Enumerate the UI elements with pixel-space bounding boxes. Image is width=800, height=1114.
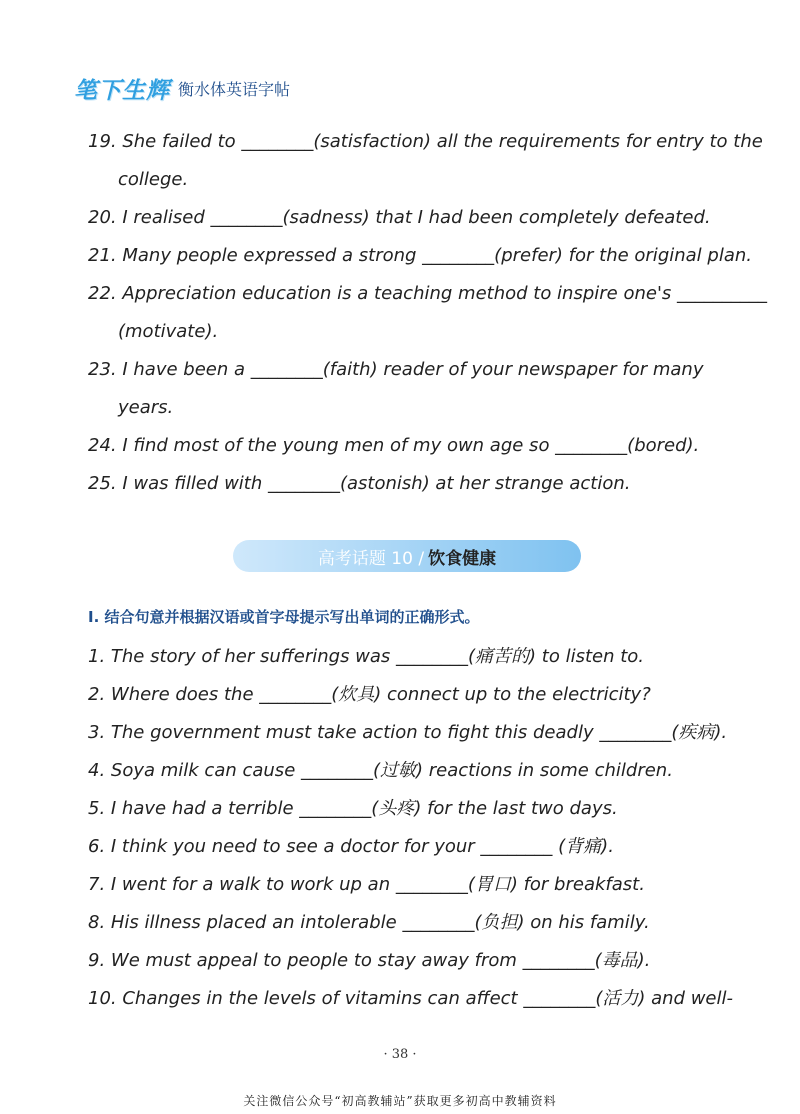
exercise-line: 3. The government must take action to fight this deadly ________(疾病). <box>88 722 728 743</box>
section-heading: I. 结合句意并根据汉语或首字母提示写出单词的正确形式。 <box>88 608 480 626</box>
exercise-line: 21. Many people expressed a strong ________(prefer) for the original plan. <box>88 245 752 266</box>
exercise-line: 8. His illness placed an intolerable ________(负担) on his family. <box>88 912 650 933</box>
exercise-line: (motivate). <box>118 321 219 342</box>
topic-number: 高考话题 10 / <box>317 548 425 569</box>
topic-title: 饮食健康 <box>428 548 497 569</box>
exercise-line: 5. I have had a terrible ________(头疼) for the last two days. <box>88 798 618 819</box>
page-number: · 38 · <box>383 1047 417 1062</box>
exercise-line: 2. Where does the ________(炊具) connect up to the electricity? <box>88 684 651 705</box>
brand-logo <box>74 68 290 108</box>
exercise-line: 25. I was filled with ________(astonish) at her strange action. <box>88 473 631 494</box>
exercise-line: 1. The story of her sufferings was ________(痛苦的) to listen to. <box>88 646 645 667</box>
topic-banner <box>233 540 581 572</box>
exercise-line: years. <box>118 397 174 418</box>
exercise-line: 19. She failed to ________(satisfaction) all the requirements for entry to the <box>88 131 763 152</box>
exercise-line: 23. I have been a ________(faith) reader of your newspaper for many <box>88 359 704 380</box>
footer-note: 关注微信公众号“初高教辅站”获取更多初高中教辅资料 <box>243 1094 557 1108</box>
logo-mark: 笔下生辉 <box>74 76 170 104</box>
logo-subtitle: 衡水体英语字帖 <box>178 79 291 99</box>
exercise-line: 22. Appreciation education is a teaching method to inspire one's __________ <box>88 283 768 304</box>
exercise-line: 9. We must appeal to people to stay away from ________(毒品). <box>88 950 651 971</box>
exercise-line: 6. I think you need to see a doctor for your ________ (背痛). <box>88 836 614 857</box>
exercise-line: 4. Soya milk can cause ________(过敏) reactions in some children. <box>88 760 673 781</box>
exercise-line: 24. I find most of the young men of my own age so ________(bored). <box>88 435 700 456</box>
exercise-line: 10. Changes in the levels of vitamins can affect ________(活力) and well- <box>88 988 733 1009</box>
exercise-line: 20. I realised ________(sadness) that I had been completely defeated. <box>88 207 711 228</box>
exercise-line: college. <box>118 169 189 190</box>
exercise-line: 7. I went for a walk to work up an ________(胃口) for breakfast. <box>88 874 645 895</box>
